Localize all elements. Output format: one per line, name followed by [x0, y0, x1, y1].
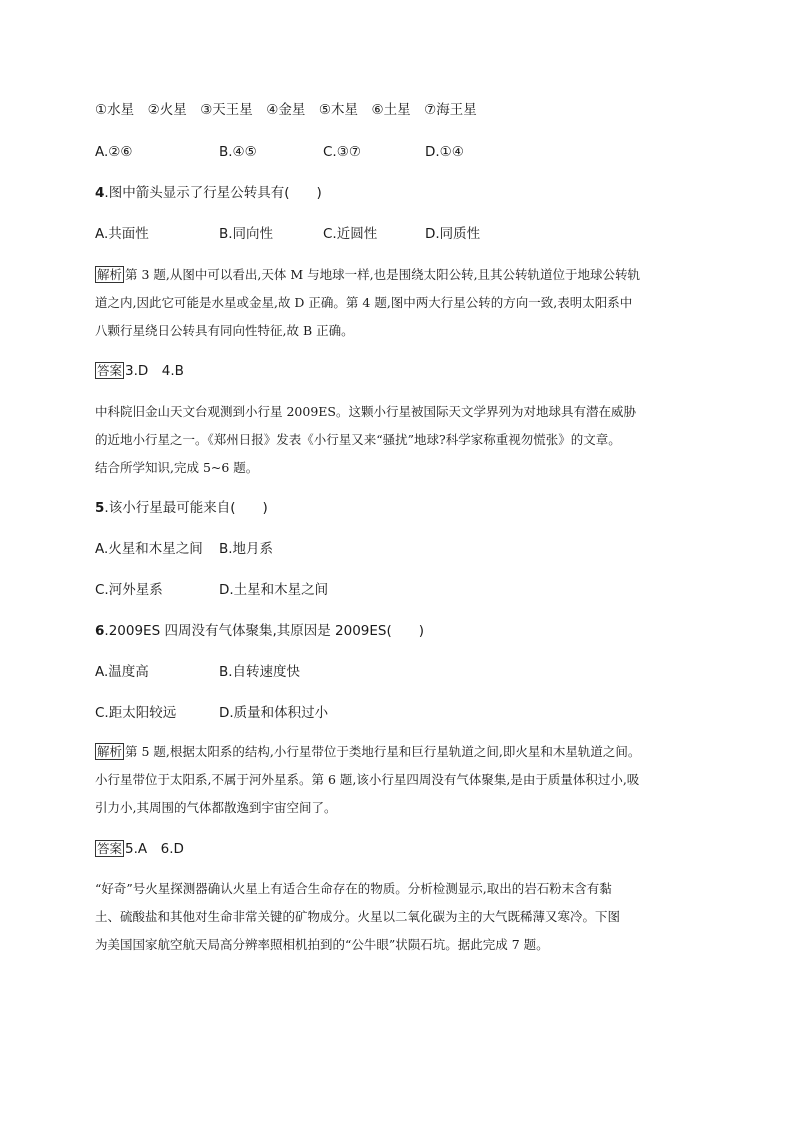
q6-option-b: B.自转速度快 [219, 664, 301, 680]
question-number: 6 [95, 623, 105, 639]
q4-option-a: A.共面性 [95, 226, 149, 242]
analysis-2-line-1 [95, 743, 640, 761]
answer-2 [95, 840, 184, 858]
analysis-1-line-2: 道之内,因此它可能是水星或金星,故 D 正确。第 4 题,图中两大行星公转的方向一致,表明太阳系中 [95, 295, 633, 310]
question-4 [95, 184, 322, 202]
question-text: .图中箭头显示了行星公转具有( ) [104, 185, 322, 201]
q4-option-c: C.近圆性 [323, 226, 378, 242]
question-5 [95, 499, 268, 517]
question-number: 4 [95, 185, 105, 201]
q4-option-b: B.同向性 [219, 226, 274, 242]
analysis-tag: 解析 [97, 744, 123, 759]
answer-text: 3.D 4.B [125, 363, 184, 379]
q6-option-a: A.温度高 [95, 664, 149, 680]
analysis-text: 第 5 题,根据太阳系的结构,小行星带位于类地行星和巨行星轨道之间,即火星和木星轨道之间。 [125, 744, 641, 759]
q3-option-a: A.②⑥ [95, 144, 133, 160]
question-text: .2009ES 四周没有气体聚集,其原因是 2009ES( ) [104, 623, 425, 639]
q6-option-c: C.距太阳较远 [95, 705, 177, 721]
analysis-2-line-2: 小行星带位于太阳系,不属于河外星系。第 6 题,该小行星四周没有气体聚集,是由于质量体积过小,吸 [95, 772, 640, 787]
analysis-1-line-1 [95, 266, 640, 284]
analysis-text: 第 3 题,从图中可以看出,天体 M 与地球一样,也是围绕太阳公转,且其公转轨道位于地球公转轨 [125, 267, 641, 282]
intro-3-line-3: 为美国国家航空航天局高分辨率照相机拍到的“公牛眼”状陨石坑。据此完成 7 题。 [95, 937, 549, 952]
q5-option-b: B.地月系 [219, 541, 274, 557]
analysis-2-line-3: 引力小,其周围的气体都散逸到宇宙空间了。 [95, 800, 337, 815]
intro-2-line-3: 结合所学知识,完成 5~6 题。 [95, 460, 259, 475]
question-6 [95, 622, 424, 640]
intro-3-line-2: 土、硫酸盐和其他对生命非常关键的矿物成分。火星以二氧化碳为主的大气既稀薄又寒冷。下图 [95, 909, 621, 924]
q4-option-d: D.同质性 [425, 226, 481, 242]
intro-2-line-1: 中科院旧金山天文台观测到小行星 2009ES。这颗小行星被国际天文学界列为对地球具有潜在威胁 [95, 404, 636, 419]
q5-option-a: A.火星和木星之间 [95, 541, 203, 557]
q3-option-d: D.①④ [425, 144, 464, 160]
question-number: 5 [95, 500, 105, 516]
q3-option-c: C.③⑦ [323, 144, 361, 160]
q5-option-c: C.河外星系 [95, 582, 163, 598]
answer-tag: 答案 [97, 363, 123, 378]
analysis-tag: 解析 [97, 267, 123, 282]
answer-text: 5.A 6.D [125, 841, 184, 857]
q6-option-d: D.质量和体积过小 [219, 705, 329, 721]
answer-tag: 答案 [97, 841, 123, 856]
q3-option-b: B.④⑤ [219, 144, 257, 160]
answer-1 [95, 362, 184, 380]
question-text: .该小行星最可能来自( ) [104, 500, 268, 516]
intro-3-line-1: “好奇”号火星探测器确认火星上有适合生命存在的物质。分析检测显示,取出的岩石粉末含有黏 [95, 881, 612, 896]
planet-list: ①水星 ②火星 ③天王星 ④金星 ⑤木星 ⑥土星 ⑦海王星 [95, 102, 477, 118]
q5-option-d: D.土星和木星之间 [219, 582, 329, 598]
analysis-1-line-3: 八颗行星绕日公转具有同向性特征,故 B 正确。 [95, 323, 354, 338]
intro-2-line-2: 的近地小行星之一。《郑州日报》发表《小行星又来“骚扰”地球?科学家称重视勿慌张》的文章。 [95, 432, 621, 447]
